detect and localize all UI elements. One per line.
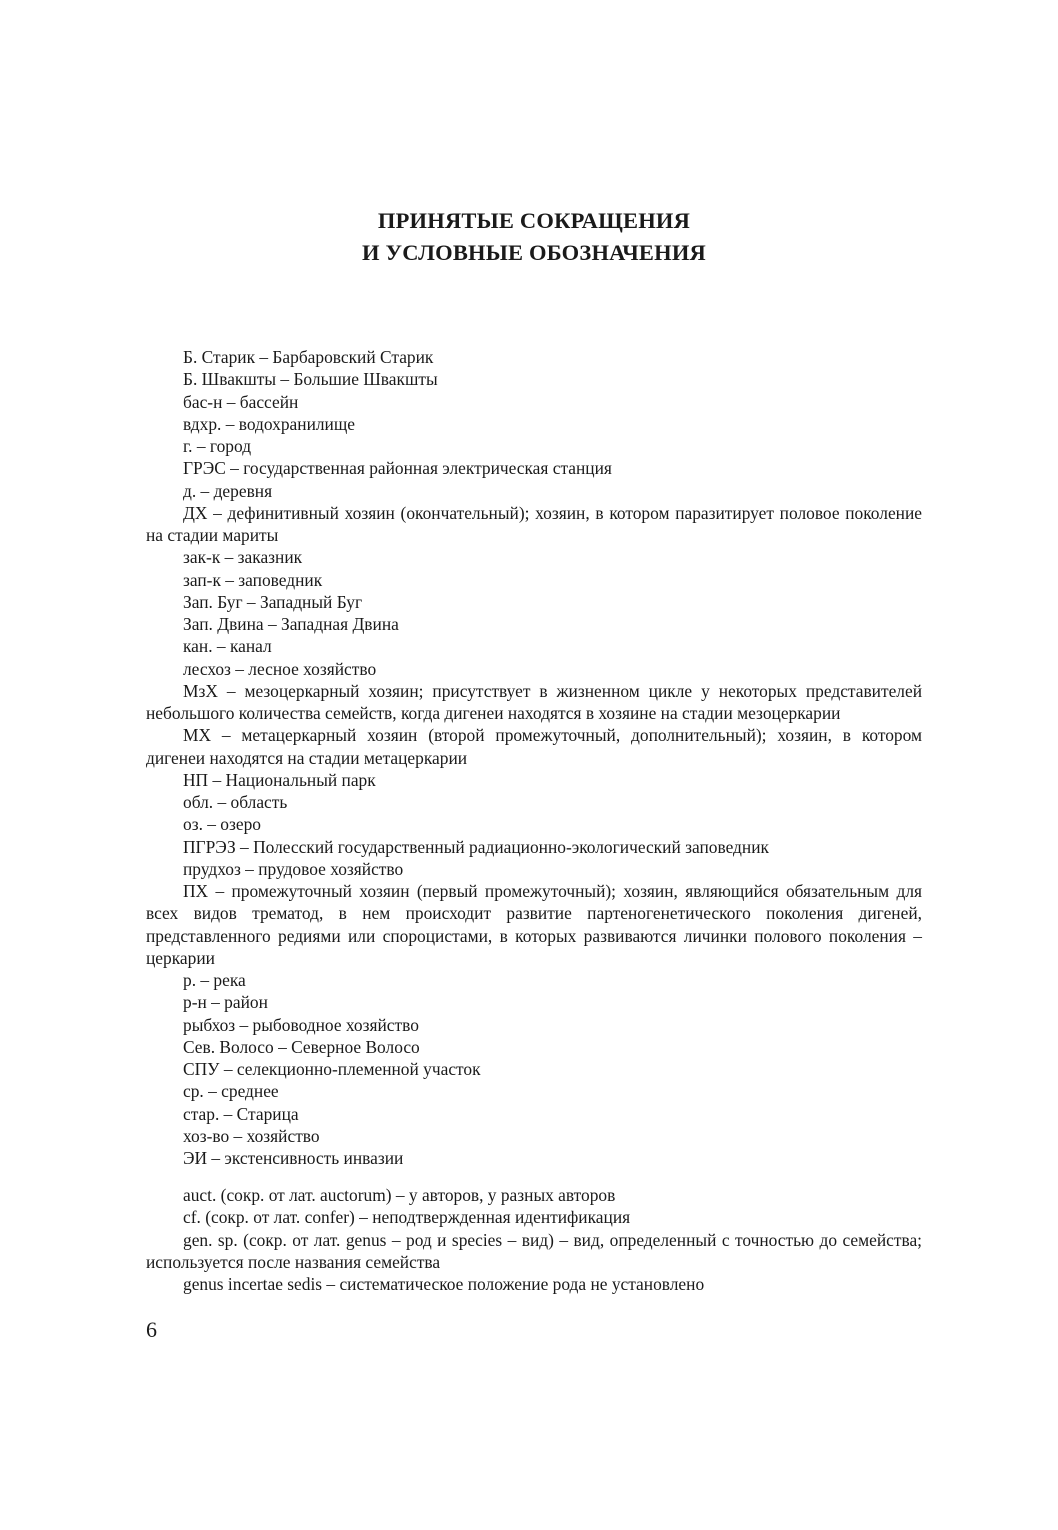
latin-abbreviation-entry: gen. sp. (сокр. от лат. genus – род и species – вид) – вид, определенный с точностью до семейства; используется после названия семейства — [146, 1229, 922, 1272]
abbreviation-entry: НП – Национальный парк — [183, 769, 376, 790]
abbreviation-entry: бас-н – бассейн — [183, 391, 299, 412]
page-number: 6 — [146, 1317, 157, 1342]
abbreviation-entry: Б. Швакшты – Большие Швакшты — [183, 369, 438, 390]
abbreviation-entry: обл. – область — [183, 792, 288, 812]
abbreviation-entry: МХ – метацеркарный хозяин (второй промежуточный, дополнительный); хозяин, в котором дигенеи находятся на стадии метацеркарии — [146, 725, 922, 768]
abbreviation-entry: Зап. Буг – Западный Буг — [183, 591, 363, 612]
abbreviation-entry: ДХ – дефинитивный хозяин (окончательный); хозяин, в котором паразитирует половое поколение на стадии мариты — [146, 502, 922, 545]
abbreviation-entry: ПГРЭЗ – Полесский государственный радиационно-экологический заповедник — [183, 836, 769, 857]
abbreviation-entry: г. – город — [183, 436, 252, 456]
latin-abbreviations-list — [146, 1184, 922, 1295]
abbreviation-entry: прудхоз – прудовое хозяйство — [183, 858, 404, 879]
abbreviation-entry: ЭИ – экстенсивность инвазии — [183, 1148, 404, 1168]
page-title-line-1: ПРИНЯТЫЕ СОКРАЩЕНИЯ — [377, 208, 691, 233]
latin-abbreviation-entry: genus incertae sedis – систематическое положение рода не установлено — [183, 1274, 705, 1294]
abbreviation-entry: кан. – канал — [183, 636, 272, 657]
abbreviation-entry: д. – деревня — [183, 480, 273, 501]
abbreviation-entry: ГРЭС – государственная районная электрическая станция — [183, 458, 612, 479]
abbreviation-entry: Б. Старик – Барбаровский Старик — [183, 347, 434, 367]
abbreviation-entry: зап-к – заповедник — [183, 569, 323, 590]
latin-abbreviation-entry: auct. (сокр. от лат. auctorum) – у авторов, у разных авторов — [183, 1185, 616, 1205]
abbreviation-entry: р. – река — [183, 970, 246, 990]
abbreviations-list — [146, 346, 922, 1169]
abbreviation-entry: хоз-во – хозяйство — [183, 1125, 320, 1146]
abbreviation-entry: СПУ – селекционно-племенной участок — [183, 1059, 481, 1079]
abbreviation-entry: рыбхоз – рыбоводное хозяйство — [183, 1014, 419, 1035]
abbreviation-entry: Зап. Двина – Западная Двина — [183, 614, 399, 634]
abbreviation-entry: МзХ – мезоцеркарный хозяин; присутствует в жизненном цикле у некоторых представителей небольшого количества семейств, когда дигенеи находятся в хозяине на стадии мезоцеркарии — [146, 680, 922, 723]
abbreviation-entry: р-н – район — [183, 992, 268, 1013]
page-title-line-2: И УСЛОВНЫЕ ОБОЗНАЧЕНИЯ — [362, 240, 706, 265]
page-title — [146, 205, 922, 269]
latin-abbreviation-entry: cf. (сокр. от лат. confer) – неподтвержденная идентификация — [183, 1207, 631, 1228]
abbreviation-entry: ср. – среднее — [183, 1081, 279, 1102]
abbreviation-entry: оз. – озеро — [183, 814, 261, 835]
abbreviation-entry: зак-к – заказник — [183, 547, 303, 568]
abbreviation-entry: лесхоз – лесное хозяйство — [183, 658, 377, 679]
abbreviation-entry: ПХ – промежуточный хозяин (первый промежуточный); хозяин, являющийся обязательным для всех видов трематод, в нем происходит развитие партеногенетического поколения дигеней, представленного редиями или спороцистами, в которых развиваются личинки полового поколения – церкарии — [146, 881, 922, 968]
abbreviation-entry: стар. – Старица — [183, 1103, 299, 1124]
abbreviation-entry: вдхр. – водохранилище — [183, 413, 355, 434]
abbreviation-entry: Сев. Волосо – Северное Волосо — [183, 1036, 420, 1057]
